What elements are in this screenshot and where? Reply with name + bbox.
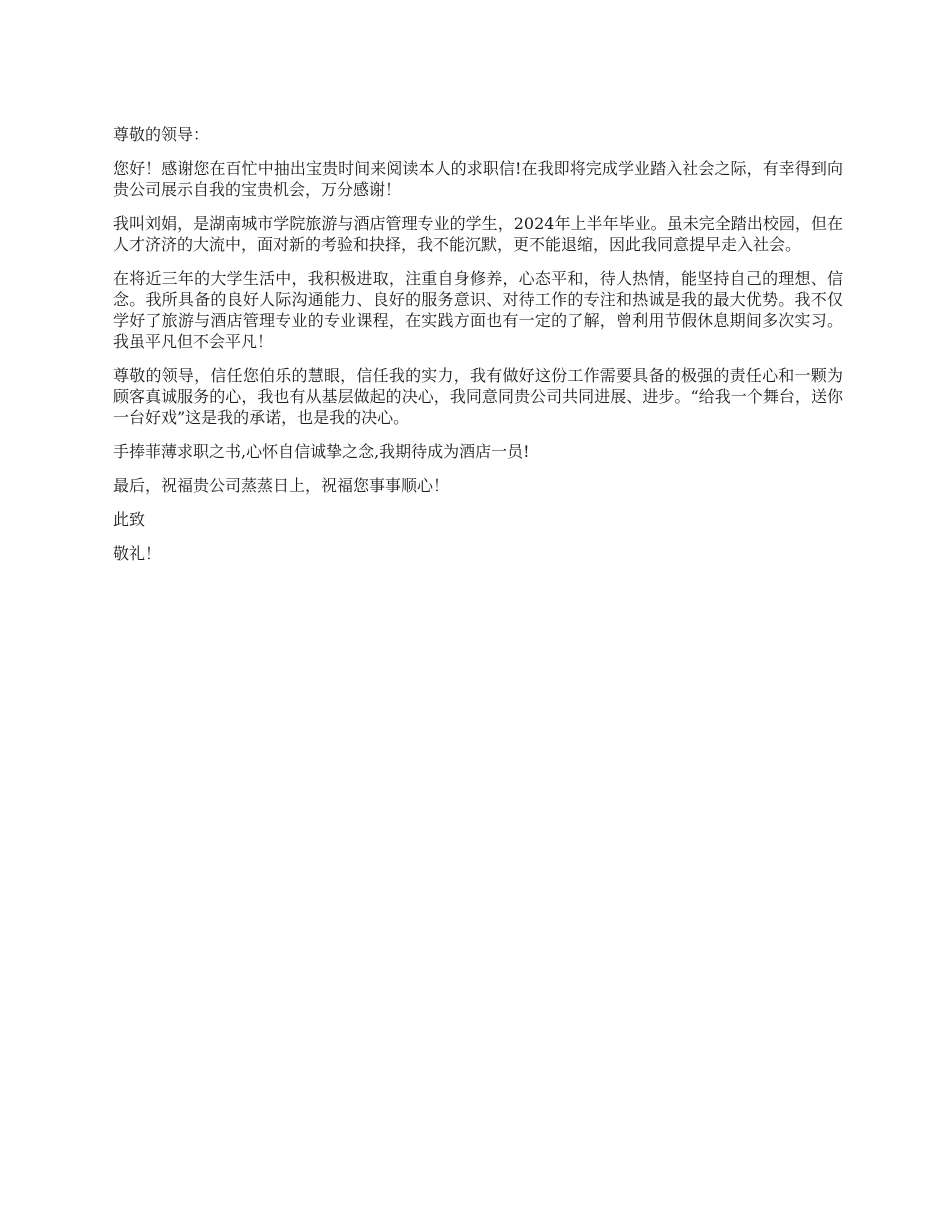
paragraph-greeting: 您好！感谢您在百忙中抽出宝贵时间来阅读本人的求职信!在我即将完成学业踏入社会之际，有幸得到向贵公司展示自我的宝贵机会，万分感谢！ — [113, 159, 843, 199]
paragraph-experience: 在将近三年的大学生活中，我积极进取，注重自身修养，心态平和，待人热情，能坚持自己的理想、信念。我所具备的良好人际沟通能力、良好的服务意识、对待工作的专注和热诚是我的最大优势。我不仅学好了旅游与酒店管理专业的专业课程，在实践方面也有一定的了解，曾利用节假休息期间多次实习。我虽平凡但不会平凡！ — [113, 269, 843, 351]
paragraph-wishes: 最后，祝福贵公司蒸蒸日上，祝福您事事顺心！ — [113, 476, 450, 495]
paragraph-expectation: 手捧菲薄求职之书,心怀自信诚挚之念,我期待成为酒店一员! — [113, 442, 530, 461]
paragraph-introduction: 我叫刘娟，是湖南城市学院旅游与酒店管理专业的学生，2024年上半年毕业。虽未完全踏出校园，但在人才济济的大流中，面对新的考验和抉择，我不能沉默，更不能退缩，因此我同意提早走入社会。 — [113, 214, 843, 254]
closing-jing-li: 敬礼！ — [113, 544, 162, 563]
paragraph-commitment: 尊敬的领导，信任您伯乐的慧眼，信任我的实力，我有做好这份工作需要具备的极强的责任心和一颗为顾客真诚服务的心，我也有从基层做起的决心，我同意同贵公司共同进展、进步。“给我一个舞台，送你一台好戏”这是我的承诺，也是我的决心。 — [113, 366, 843, 427]
salutation: 尊敬的领导： — [113, 125, 210, 144]
letter-body — [113, 124, 843, 577]
closing-ci-zhi: 此致 — [113, 510, 146, 529]
